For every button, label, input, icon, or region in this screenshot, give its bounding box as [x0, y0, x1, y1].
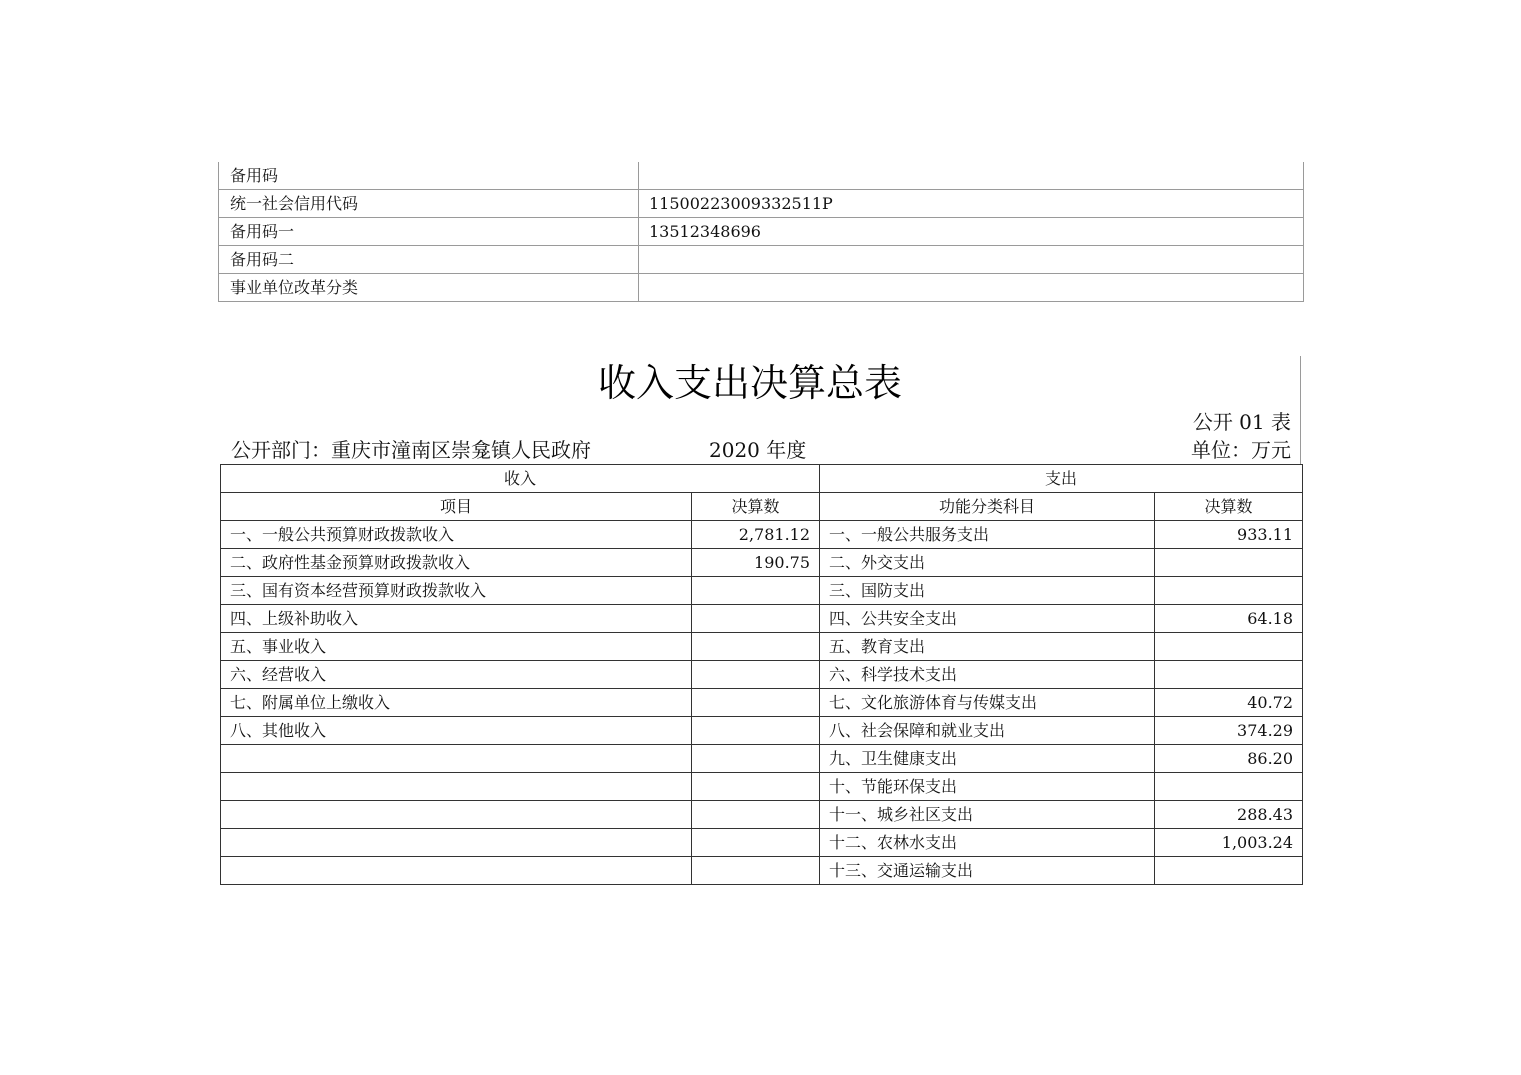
- expense-item: 一、一般公共服务支出: [820, 521, 1155, 549]
- form-number: 公开 01 表: [1192, 410, 1291, 434]
- table-row: [221, 773, 1303, 801]
- income-amount: [692, 801, 820, 829]
- unit-label: 单位：万元: [1191, 438, 1291, 462]
- info-table-body: [219, 162, 1304, 302]
- expense-item: 六、科学技术支出: [820, 661, 1155, 689]
- income-amount: 2,781.12: [692, 521, 820, 549]
- info-label: 统一社会信用代码: [219, 190, 639, 218]
- expense-amount: 1,003.24: [1155, 829, 1303, 857]
- income-amount: [692, 745, 820, 773]
- info-row: [219, 190, 1304, 218]
- income-item: 四、上级补助收入: [221, 605, 692, 633]
- info-row: [219, 246, 1304, 274]
- info-table: [218, 162, 1304, 302]
- expense-amount: [1155, 773, 1303, 801]
- info-row: [219, 162, 1304, 190]
- column-header-item: 项目: [221, 493, 692, 521]
- info-label: 备用码: [219, 162, 639, 190]
- expense-amount: [1155, 549, 1303, 577]
- fiscal-year: 2020 年度: [709, 438, 807, 462]
- income-item: [221, 773, 692, 801]
- expense-amount: [1155, 661, 1303, 689]
- expense-item: 三、国防支出: [820, 577, 1155, 605]
- table-row: [221, 689, 1303, 717]
- expense-amount: [1155, 857, 1303, 885]
- expense-amount: 933.11: [1155, 521, 1303, 549]
- table-row: [221, 521, 1303, 549]
- expense-item: 五、教育支出: [820, 633, 1155, 661]
- income-item: 七、附属单位上缴收入: [221, 689, 692, 717]
- income-expense-table-body: [221, 521, 1303, 885]
- income-amount: [692, 577, 820, 605]
- expense-item: 十、节能环保支出: [820, 773, 1155, 801]
- table-row: [221, 829, 1303, 857]
- info-row: [219, 274, 1304, 302]
- income-item: [221, 829, 692, 857]
- info-value: [639, 162, 1304, 190]
- income-item: [221, 857, 692, 885]
- report-title: 收入支出决算总表: [597, 361, 902, 405]
- income-item: [221, 745, 692, 773]
- table-row: [221, 857, 1303, 885]
- income-item: [221, 801, 692, 829]
- income-header: 收入: [221, 465, 820, 493]
- income-item: 三、国有资本经营预算财政拨款收入: [221, 577, 692, 605]
- expense-item: 七、文化旅游体育与传媒支出: [820, 689, 1155, 717]
- income-expense-table: [220, 464, 1303, 885]
- info-value: 11500223009332511P: [639, 190, 1304, 218]
- info-value: [639, 246, 1304, 274]
- expense-item: 十三、交通运输支出: [820, 857, 1155, 885]
- income-item: 二、政府性基金预算财政拨款收入: [221, 549, 692, 577]
- expense-item: 十一、城乡社区支出: [820, 801, 1155, 829]
- income-amount: [692, 605, 820, 633]
- expense-item: 二、外交支出: [820, 549, 1155, 577]
- column-header-income-amount: 决算数: [692, 493, 820, 521]
- info-label: 备用码二: [219, 246, 639, 274]
- department-label: 公开部门：重庆市潼南区崇龛镇人民政府: [231, 438, 591, 462]
- expense-item: 十二、农林水支出: [820, 829, 1155, 857]
- info-value: [639, 274, 1304, 302]
- income-item: 五、事业收入: [221, 633, 692, 661]
- info-value: 13512348696: [639, 218, 1304, 246]
- income-amount: [692, 633, 820, 661]
- expense-item: 九、卫生健康支出: [820, 745, 1155, 773]
- income-amount: [692, 857, 820, 885]
- income-amount: 190.75: [692, 549, 820, 577]
- income-item: 八、其他收入: [221, 717, 692, 745]
- table-row: [221, 605, 1303, 633]
- income-amount: [692, 689, 820, 717]
- section-header-row: [221, 465, 1303, 493]
- expense-header: 支出: [820, 465, 1303, 493]
- column-header-function: 功能分类科目: [820, 493, 1155, 521]
- table-row: [221, 661, 1303, 689]
- income-amount: [692, 773, 820, 801]
- table-row: [221, 633, 1303, 661]
- expense-item: 八、社会保障和就业支出: [820, 717, 1155, 745]
- table-row: [221, 801, 1303, 829]
- income-amount: [692, 661, 820, 689]
- income-item: 一、一般公共预算财政拨款收入: [221, 521, 692, 549]
- expense-amount: [1155, 577, 1303, 605]
- info-row: [219, 218, 1304, 246]
- expense-amount: [1155, 633, 1303, 661]
- expense-item: 四、公共安全支出: [820, 605, 1155, 633]
- info-label: 备用码一: [219, 218, 639, 246]
- table-row: [221, 745, 1303, 773]
- table-row: [221, 549, 1303, 577]
- column-header-expense-amount: 决算数: [1155, 493, 1303, 521]
- income-amount: [692, 829, 820, 857]
- income-amount: [692, 717, 820, 745]
- table-row: [221, 577, 1303, 605]
- column-header-row: [221, 493, 1303, 521]
- expense-amount: 86.20: [1155, 745, 1303, 773]
- table-row: [221, 717, 1303, 745]
- right-border-line: [1300, 356, 1301, 465]
- expense-amount: 64.18: [1155, 605, 1303, 633]
- income-item: 六、经营收入: [221, 661, 692, 689]
- info-label: 事业单位改革分类: [219, 274, 639, 302]
- expense-amount: 374.29: [1155, 717, 1303, 745]
- expense-amount: 288.43: [1155, 801, 1303, 829]
- expense-amount: 40.72: [1155, 689, 1303, 717]
